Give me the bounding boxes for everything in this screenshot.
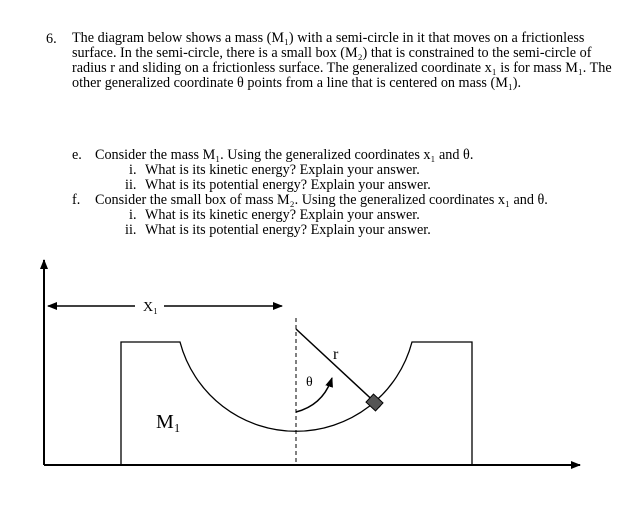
part-label: ii. xyxy=(125,222,137,238)
part-text: What is its kinetic energy? Explain your answer. xyxy=(145,207,420,223)
part-text: What is its kinetic energy? Explain your answer. xyxy=(145,162,420,178)
radius-line xyxy=(296,329,380,407)
part-label: i. xyxy=(129,162,137,178)
part-label: i. xyxy=(129,207,137,223)
part-label: ii. xyxy=(125,177,137,193)
radius-label: r xyxy=(333,346,339,363)
question-number: 6. xyxy=(46,31,57,47)
theta-label: θ xyxy=(306,375,313,390)
part-label: f. xyxy=(72,192,81,208)
mass-m1-label: M₁ xyxy=(156,411,181,433)
question-stem: The diagram below shows a mass (M₁) with a semi-circle in it that moves on a frictionless surface. In the semi-circle, there is a small box (M₂) that is constrained to the semi-circle of radius r and sliding on a frictionless surface. The generalized coordinate x₁ is for mass M₁. The other generalized coordinate θ points from a line that is centered on mass (M₁). xyxy=(72,30,612,91)
x1-label: X₁ xyxy=(143,300,158,315)
part-text: What is its potential energy? Explain your answer. xyxy=(145,177,431,193)
part-text: Consider the mass M₁. Using the generalized coordinates x₁ and θ. xyxy=(95,147,474,163)
part-text: What is its potential energy? Explain your answer. xyxy=(145,222,431,238)
part-label: e. xyxy=(72,147,82,163)
part-text: Consider the small box of mass M₂. Using the generalized coordinates x₁ and θ. xyxy=(95,192,548,208)
theta-arc xyxy=(296,378,332,412)
